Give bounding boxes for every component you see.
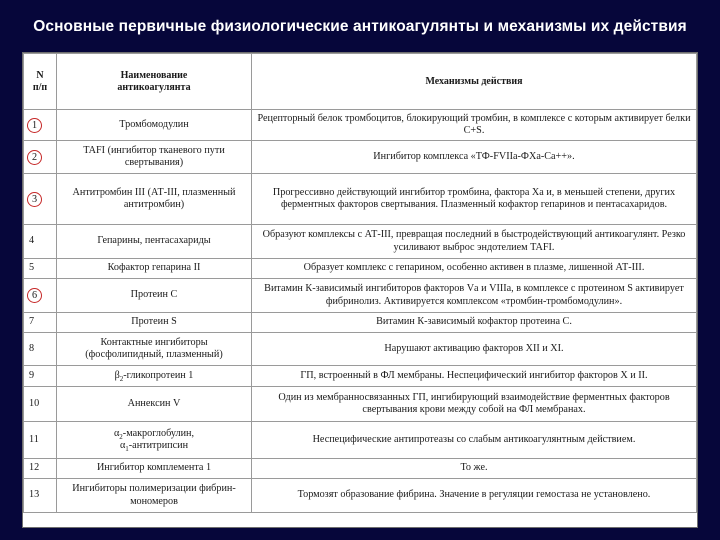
header-name: Наименование антикоагулянта [57, 54, 252, 110]
row-name: Протеин S [57, 313, 252, 333]
row-name: Протеин С [57, 279, 252, 313]
table-row [24, 259, 697, 279]
row-number: 5 [24, 259, 57, 279]
row-name: Антитромбин III (АТ-III, плазменный антитромбин) [57, 174, 252, 225]
row-number: 2 [24, 141, 57, 174]
row-mechanism: Витамин К-зависимый кофактор протеина С. [252, 313, 697, 333]
table-row [24, 422, 697, 459]
row-number: 10 [24, 387, 57, 422]
row-number: 1 [24, 110, 57, 141]
slide-title: Основные первичные физиологические антикоагулянты и механизмы их действия [33, 18, 687, 35]
row-mechanism: Прогрессивно действующий ингибитор тромбина, фактора Ха и, в меньшей степени, других ферментных факторов свертывания. Плазменный кофактор гепаринов и пентасахаридов. [252, 174, 697, 225]
row-number: 11 [24, 422, 57, 459]
row-number: 7 [24, 313, 57, 333]
row-name: Гепарины, пентасахариды [57, 225, 252, 259]
row-number: 9 [24, 366, 57, 387]
row-name: $\beta_2$-гликопротеин 1 [57, 366, 252, 387]
table-row [24, 279, 697, 313]
table-row [24, 333, 697, 366]
table-row [24, 479, 697, 513]
row-mechanism: Образуют комплексы с АТ-III, превращая последний в быстродействующий антикоагулянт. Резко усиливают выброс эндотелием TAFI. [252, 225, 697, 259]
row-number: 6 [24, 279, 57, 313]
row-mechanism: ГП, встроенный в ФЛ мембраны. Неспецифический ингибитор факторов X и II. [252, 366, 697, 387]
header-num: N п/п [24, 54, 57, 110]
row-number: 8 [24, 333, 57, 366]
table-row [24, 174, 697, 225]
row-mechanism: Нарушают активацию факторов XII и XI. [252, 333, 697, 366]
table-row [24, 366, 697, 387]
row-mechanism: То же. [252, 459, 697, 479]
table-row [24, 225, 697, 259]
row-number: 12 [24, 459, 57, 479]
table-row [24, 313, 697, 333]
row-name: Ингибитор комплемента 1 [57, 459, 252, 479]
row-name: Тромбомодулин [57, 110, 252, 141]
row-name: $\alpha_2$-макроглобулин, $\alpha_1$-антитрипсин [57, 422, 252, 459]
row-name: Ингибиторы полимеризации фибрин-мономеров [57, 479, 252, 513]
row-mechanism: Ингибитор комплекса «ТФ-FVIIа-ФХа-Са++». [252, 141, 697, 174]
row-name: Контактные ингибиторы (фосфолипидный, плазменный) [57, 333, 252, 366]
table-row [24, 387, 697, 422]
table-header-row [24, 54, 697, 110]
anticoagulant-table [23, 53, 697, 513]
anticoagulant-table-sheet [22, 52, 698, 528]
row-mechanism: Один из мембранносвязанных ГП, ингибирующий взаимодействие ферментных факторов свертывания крови между собой на ФЛ мембранах. [252, 387, 697, 422]
row-mechanism: Витамин К-зависимый ингибиторов факторов Vа и VIIIа, в комплексе с протеином S активирует фибринолиз. Активируется комплексом «тромбин-тромбомодулин». [252, 279, 697, 313]
table-row [24, 141, 697, 174]
row-mechanism: Неспецифические антипротеазы со слабым антикоагулянтным действием. [252, 422, 697, 459]
row-name: Аннексин V [57, 387, 252, 422]
row-number: 3 [24, 174, 57, 225]
header-mechanism: Механизмы действия [252, 54, 697, 110]
row-name: Кофактор гепарина II [57, 259, 252, 279]
table-row [24, 459, 697, 479]
row-number: 4 [24, 225, 57, 259]
row-mechanism: Рецепторный белок тромбоцитов, блокирующий тромбин, в комплексе с которым активирует белки С+S. [252, 110, 697, 141]
row-number: 13 [24, 479, 57, 513]
table-row [24, 110, 697, 141]
row-name: TAFI (ингибитор тканевого пути свертывания) [57, 141, 252, 174]
row-mechanism: Образует комплекс с гепарином, особенно активен в плазме, лишенной АТ-III. [252, 259, 697, 279]
row-mechanism: Тормозят образование фибрина. Значение в регуляции гемостаза не установлено. [252, 479, 697, 513]
